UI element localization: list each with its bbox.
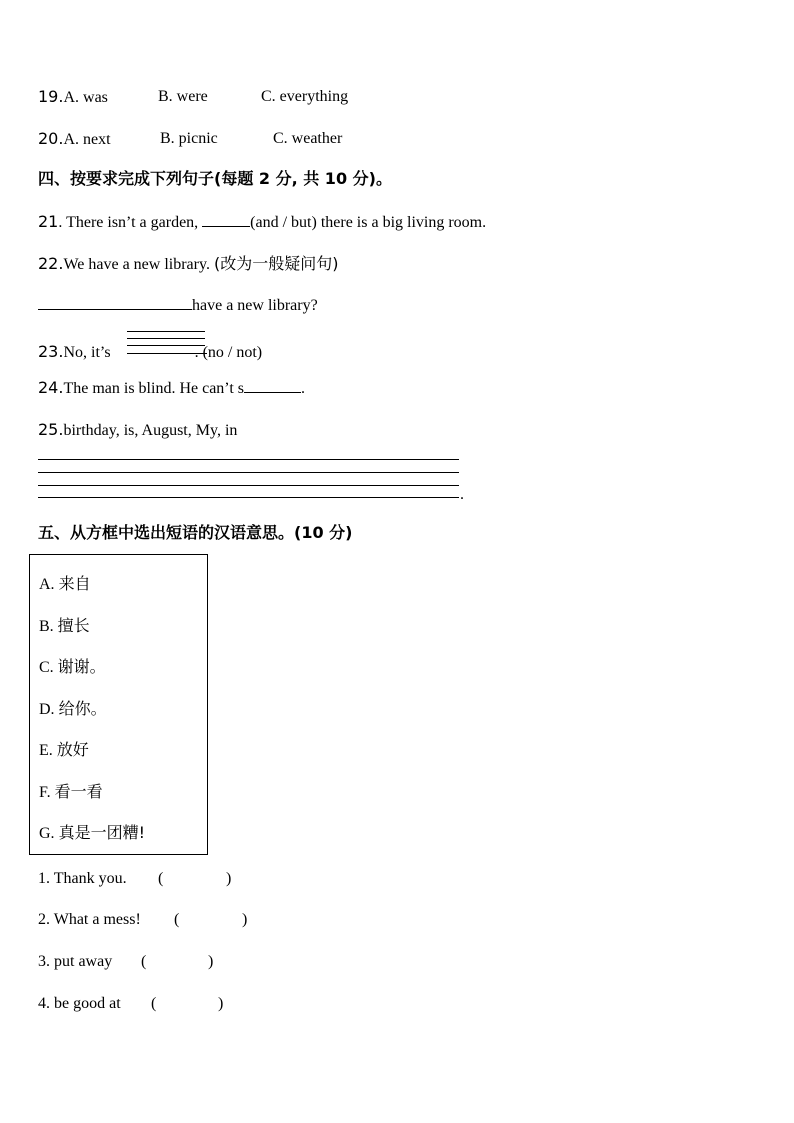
- option-b: B. were: [158, 88, 208, 105]
- handwriting-line: [127, 345, 205, 346]
- handwriting-line: [127, 338, 205, 339]
- handwriting-line: [127, 331, 205, 332]
- phrase-item-2: [38, 910, 248, 930]
- option-text: 真是一团糟!: [58, 823, 145, 842]
- option-text: 来自: [58, 574, 91, 593]
- question-number: 20.: [38, 129, 64, 148]
- question-text: We have a new library.: [63, 256, 214, 273]
- box-option-c: [39, 654, 106, 677]
- answer-blank[interactable]: [244, 378, 301, 393]
- option-a: A. next: [63, 131, 111, 148]
- option-a: A. was: [63, 89, 108, 106]
- question-number: 24.: [38, 378, 64, 397]
- question-text: The man is blind. He can’t s: [63, 380, 245, 397]
- question-number: 23.: [38, 342, 64, 361]
- question-19: [38, 87, 349, 108]
- answer-tail: have a new library?: [192, 297, 318, 314]
- question-24: [38, 378, 305, 399]
- option-text: 放好: [56, 740, 89, 759]
- answer-paren-open[interactable]: (: [151, 995, 157, 1012]
- option-text: 给你。: [58, 699, 107, 718]
- box-option-d: [39, 696, 107, 719]
- option-c: C. everything: [261, 88, 349, 105]
- answer-blank[interactable]: [38, 295, 192, 310]
- answer-paren-open[interactable]: (: [174, 911, 180, 928]
- option-letter: A.: [39, 576, 55, 593]
- answer-paren-close[interactable]: ): [218, 995, 224, 1012]
- phrase-text: 4. be good at: [38, 995, 121, 1012]
- phrase-text: 1. Thank you.: [38, 870, 127, 887]
- option-letter: E.: [39, 742, 53, 759]
- question-number: 19.: [38, 87, 64, 106]
- writing-line[interactable]: [38, 472, 459, 473]
- option-letter: F.: [39, 784, 51, 801]
- option-text: 擅长: [57, 616, 90, 635]
- writing-line[interactable]: [38, 459, 459, 460]
- scrambled-words: birthday, is, August, My, in: [63, 422, 238, 439]
- question-text-tail: . (no / not): [194, 344, 263, 361]
- handwriting-line: [127, 353, 207, 354]
- question-text: . There isn’t a garden,: [58, 214, 203, 231]
- options-box: [29, 554, 208, 855]
- answer-paren-close[interactable]: ): [242, 911, 248, 928]
- question-text-tail: .: [301, 380, 306, 397]
- box-option-f: [39, 779, 103, 802]
- section-5-title: 五、从方框中选出短语的汉语意思。(10 分): [38, 523, 353, 542]
- option-letter: C.: [39, 659, 54, 676]
- answer-paren-open[interactable]: (: [141, 953, 147, 970]
- answer-paren-close[interactable]: ): [226, 870, 232, 887]
- box-option-e: [39, 737, 89, 760]
- box-option-g: [39, 820, 145, 843]
- option-b: B. picnic: [160, 130, 218, 147]
- box-option-a: [39, 571, 91, 594]
- question-text: No, it’s: [63, 344, 115, 361]
- question-number: 22.: [38, 254, 64, 273]
- question-number: 25.: [38, 420, 64, 439]
- phrase-text: 3. put away: [38, 953, 113, 970]
- writing-line[interactable]: [38, 485, 459, 486]
- option-letter: D.: [39, 701, 55, 718]
- question-number: 21: [38, 212, 59, 231]
- question-text-tail: (and / but) there is a big living room.: [250, 214, 487, 231]
- option-c: C. weather: [273, 130, 343, 147]
- answer-blank[interactable]: [202, 212, 250, 227]
- question-22-answer-line: [38, 295, 318, 316]
- option-letter: G.: [39, 825, 55, 842]
- sentence-end-period: .: [460, 486, 464, 503]
- question-20: [38, 129, 343, 150]
- instruction-hint: (改为一般疑问句): [213, 254, 339, 273]
- question-25: [38, 420, 237, 441]
- section-4-title: 四、按要求完成下列句子(每题 2 分, 共 10 分)。: [38, 169, 392, 188]
- writing-line[interactable]: [38, 497, 459, 498]
- phrase-text: 2. What a mess!: [38, 911, 141, 928]
- answer-paren-open[interactable]: (: [158, 870, 164, 887]
- option-text: 谢谢。: [57, 657, 106, 676]
- answer-paren-close[interactable]: ): [208, 953, 214, 970]
- option-text: 看一看: [54, 782, 103, 801]
- phrase-item-4: [38, 994, 224, 1014]
- phrase-item-3: [38, 952, 214, 972]
- box-option-b: [39, 613, 90, 636]
- option-letter: B.: [39, 618, 54, 635]
- phrase-item-1: [38, 869, 232, 889]
- question-21: [38, 212, 486, 233]
- question-22: [38, 254, 338, 275]
